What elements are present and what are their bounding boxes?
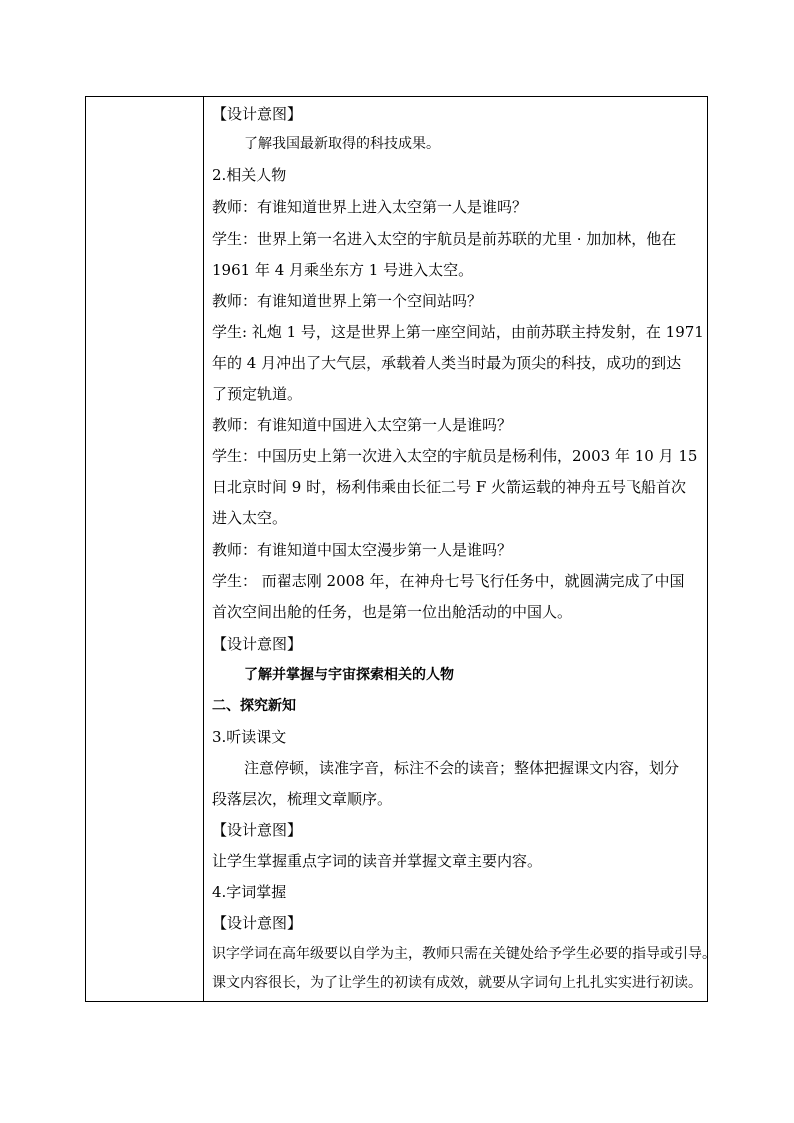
content-cell: [204, 97, 716, 1001]
dialogue-line: 教师：有谁知道中国进入太空第一人是谁吗？: [212, 416, 513, 434]
dialogue-line: 了预定轨道。: [212, 385, 303, 403]
section-heading: 二、探究新知: [212, 698, 296, 714]
section-heading: 4.字词掌握: [212, 883, 287, 901]
dialogue-line: 1961 年 4 月乘坐东方 1 号进入太空。: [212, 261, 474, 279]
paragraph-line: 了解并掌握与宇宙探索相关的人物: [244, 667, 454, 683]
design-intent-heading: 【设计意图】: [212, 821, 303, 839]
dialogue-line: 进入太空。: [212, 509, 288, 527]
dialogue-line: 学生： 而翟志刚 2008 年，在神舟七号飞行任务中，就圆满完成了中国: [212, 572, 685, 590]
dialogue-line: 年的 4 月冲出了大气层，承载着人类当时最为顶尖的科技，成功的到达: [212, 354, 682, 372]
dialogue-line: 学生：世界上第一名进入太空的宇航员是前苏联的尤里 · 加加林，他在: [212, 230, 677, 248]
dialogue-line: 教师：有谁知道世界上第一个空间站吗？: [212, 292, 483, 310]
section-heading: 2.相关人物: [212, 166, 287, 184]
dialogue-line: 首次空间出舱的任务，也是第一位出舱活动的中国人。: [212, 603, 573, 621]
dialogue-line: 日北京时间 9 时，杨利伟乘由长征二号 F 火箭运载的神舟五号飞船首次: [212, 478, 687, 496]
lesson-table: [85, 96, 716, 1002]
paragraph-line: 让学生掌握重点字词的读音并掌握文章主要内容。: [212, 852, 543, 870]
dialogue-line: 学生: 礼炮 1 号，这是世界上第一座空间站，由前苏联主持发射，在 1971: [212, 323, 704, 341]
paragraph-line: 了解我国最新取得的科技成果。: [244, 136, 440, 152]
dialogue-line: 学生：中国历史上第一次进入太空的宇航员是杨利伟，2003 年 10 月 15: [212, 447, 698, 465]
design-intent-heading: 【设计意图】: [212, 635, 303, 653]
paragraph-line: 注意停顿，读准字音，标注不会的读音；整体把握课文内容，划分: [244, 759, 680, 777]
paragraph-line: 课文内容很长，为了让学生的初读有成效，就要从字词句上扎扎实实进行初读。: [212, 975, 702, 991]
left-empty-cell: [86, 97, 203, 1001]
dialogue-line: 教师：有谁知道世界上进入太空第一人是谁吗？: [212, 198, 528, 216]
paragraph-line: 识字学词在高年级要以自学为主，教师只需在关键处给予学生必要的指导或引导。: [212, 946, 716, 962]
paragraph-line: 段落层次，梳理文章顺序。: [212, 790, 393, 808]
design-intent-heading: 【设计意图】: [212, 914, 303, 932]
section-heading: 3.听读课文: [212, 728, 287, 746]
design-intent-heading: 【设计意图】: [212, 105, 303, 123]
dialogue-line: 教师：有谁知道中国太空漫步第一人是谁吗？: [212, 541, 513, 559]
